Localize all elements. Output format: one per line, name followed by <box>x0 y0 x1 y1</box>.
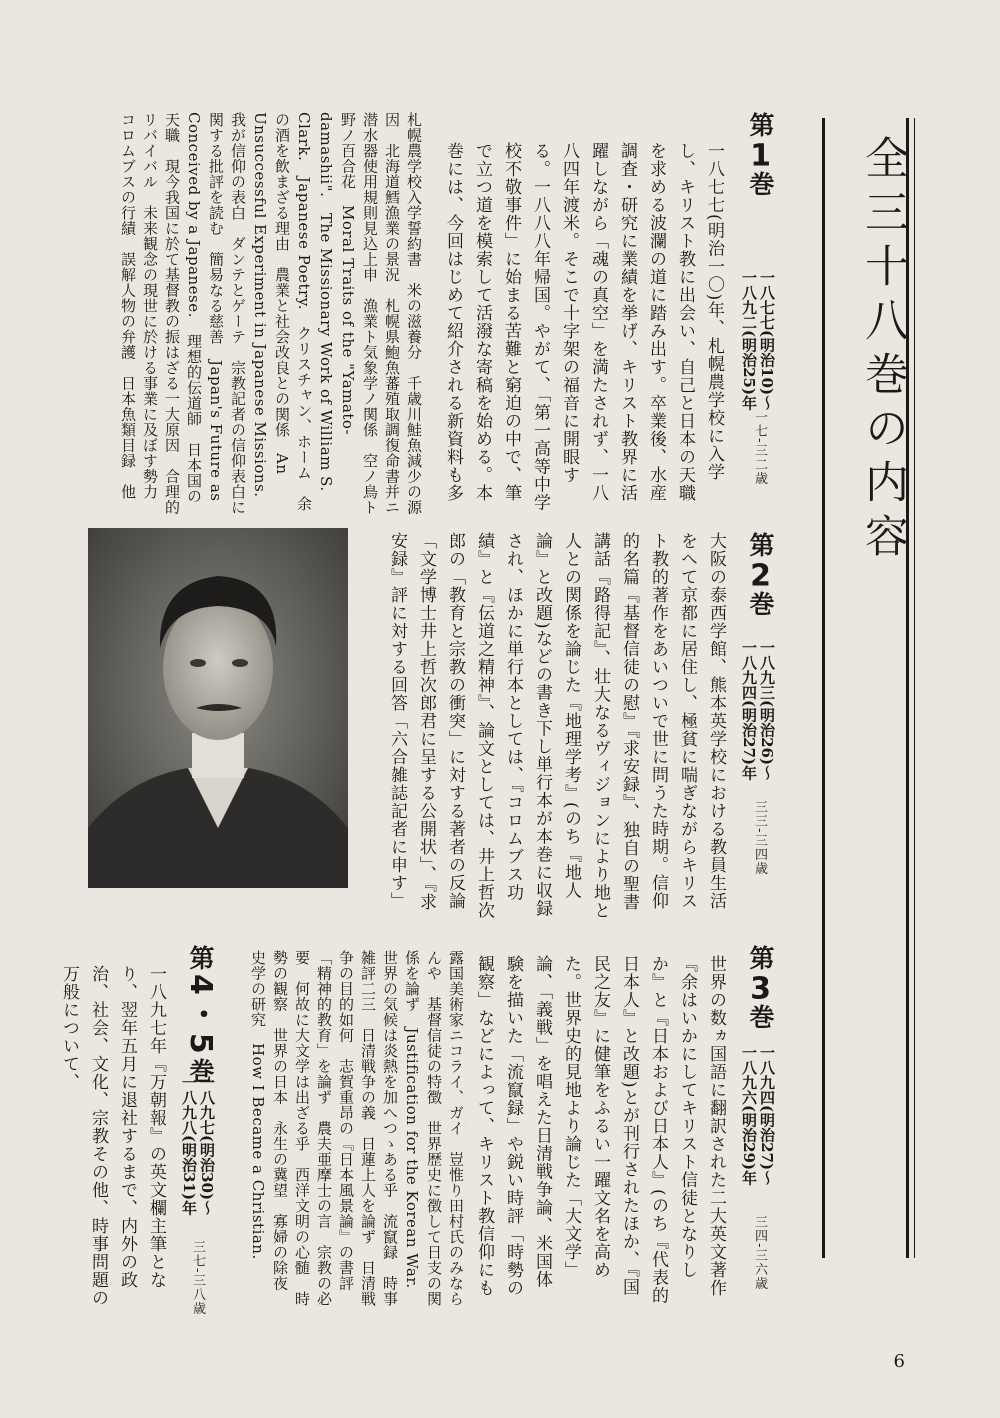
volume-3-year-line2: 一八九六(明治29)年 <box>740 1045 758 1186</box>
volume-3-years <box>740 1045 776 1225</box>
volume-2-age: 三三-三四歳 <box>752 800 767 876</box>
portrait-illustration <box>88 528 348 888</box>
volume-4-5-suffix: 巻 <box>186 1057 215 1087</box>
volume-1-year-line1: 一八七七(明治10)〜 <box>758 270 776 411</box>
volume-2-prefix: 第 <box>746 532 775 561</box>
page-title: 全三十八巻の内容 <box>857 135 908 567</box>
volume-2-body: 大阪の泰西学館、熊本英学校における教員生活をへて京都に居住し、極貧に喘ぎながらキリスト教的著作をあいついで世に問うた時期。信仰的名篇『基督信徒の慰』『求安録』、独自の聖書講話『路得記』、壮大なるヴィジョンにより地と人との関係を論じた『地理学考』(のち『地人論』と改題)などの書き下し単行本が本巻に収録され、ほかに単行本としては、『コロムブス功績』と『伝道之精神』、論文としては、井上哲次郎の「教育と宗教の衝突」に対する著者の反論「文学博士井上哲次郎君に呈する公開状」、『求安録』評に対する回答「六合雑誌記者に申す」 <box>387 532 726 920</box>
page-number: 6 <box>893 1351 905 1372</box>
volume-4-5-body: 一八九七年『万朝報』の英文欄主筆となり、翌年五月に退社するまで、内外の政治、社会、文化、宗教その他、時事問題の万般について、 <box>59 965 166 1307</box>
volume-1-body: 一八七七(明治一〇)年、札幌農学校に入学し、キリスト教に出会い、自己と日本の天職を求める波瀾の道に踏み出す。卒業後、水産調査・研究に業績を挙げ、キリスト教界に活躍しながら「魂の真空」を満たされず、一八八四年渡米。そこで十字架の福音に開眼する。一八八八年帰国。やがて、「第一高等中学校不敬事件」に始まる苦難と窮迫の中で、筆で立つ道を模索して活潑な寄稿を始める。本巻には、今回はじめて紹介される新資料も多 <box>443 142 724 512</box>
volume-3-number: 3 <box>750 974 771 1004</box>
volume-2-number: 2 <box>750 561 771 591</box>
volume-1-works: 札幌農学校入学誓約書 米の滋養分 千歳川鮭魚減少の源因 北海道鱈漁業の景況 札幌県鮑魚蕃殖取調復命書并ニ潜水器使用規則見込上申 漁業ト気象学ノ関係 空ノ鳥ト野ノ百合花 Moral Traits of the "Yamato-damashii". The Missionary Work of William S. Clark. Japanese Poetry. クリスチャン、ホーム 余の酒を飲まざる理由 農業と社会改良との関係 An Unsuccessful Experiment in Japanese Missions. 我が信仰の表白 ダンテとゲーテ 宗教記者の信仰表白に関する批評を読む 簡易なる慈善 Japan's Future as Conceived by a Japanese. 理想的伝道師 日本国の天職 現今我国に於て基督教の振はざる一大原因 合理的リバイバル 未来観念の現世に於ける事業に及ぼす勢力 コロムブスの行績 誤解人物の弁護 日本魚類目録 他 <box>119 112 423 515</box>
volume-1-age: 一七-三二歳 <box>752 410 767 486</box>
volume-4-5-years <box>180 1075 216 1255</box>
volume-1-year-line2: 一八九二(明治25)年 <box>740 270 758 411</box>
header-rule-right-thin <box>914 118 915 1258</box>
volume-4-5-heading <box>178 945 222 1087</box>
volume-4-5-year-line1: 一八九七(明治30)〜 <box>198 1075 216 1216</box>
volume-2-heading <box>742 532 778 620</box>
volume-2-year-line1: 一八九三(明治26)〜 <box>758 640 776 781</box>
volume-3-suffix: 巻 <box>746 1004 775 1033</box>
volume-3-works: 露国美術家ニコライ、ガイ 豈惟り田村氏のみならんや 基督信徒の特徴 世界歴史に徴して日支の関係を論ず Justification for the Korean War. 世界の気候は炎熱を加へつゝある乎 流竄録 時事雑評二三 日清戦争の義 日蓮上人を論ず 日清戦争の目的如何 志賀重昂の『日本風景論』の書評 「精神的教育」を論ず 農夫亜摩士の言 宗教の必要 何故に大文学は出ざる乎 西洋文明の心髄 時勢の観察 世界の日本 永生の冀望 寡婦の除夜 史学の研究 How I Became a Christian. <box>249 950 465 1307</box>
volume-4-5-number: 4・5 <box>183 974 218 1058</box>
volume-3-body: 世界の数ヵ国語に翻訳された二大英文著作『余はいかにしてキリスト信徒となりしか』と『日本および日本人』(のち『代表的日本人』と改題)とが刊行されたほか、『国民之友』に健筆をふるい一躍文名を高めた。世界史的見地より論じた「大文学」論、「義戦」を唱えた日清戦争論、米国体験を描いた「流竄録」や鋭い時評「時勢の観察」などによって、キリスト教信仰にも <box>474 955 726 1305</box>
volume-1-suffix: 巻 <box>746 171 775 200</box>
volume-1-prefix: 第 <box>746 112 775 141</box>
portrait-photo <box>88 528 348 888</box>
volume-3-year-line1: 一八九四(明治27)〜 <box>758 1045 776 1186</box>
volume-3-age: 三四-三六歳 <box>752 1215 767 1291</box>
header-rule-left <box>822 118 825 1258</box>
volume-1-heading <box>742 112 778 200</box>
volume-4-5-year-line2: 一八九八(明治31)年 <box>180 1075 198 1216</box>
volume-2-suffix: 巻 <box>746 591 775 620</box>
volume-3-prefix: 第 <box>746 945 775 974</box>
volume-4-5-age: 三七-三八歳 <box>190 1240 205 1316</box>
volume-1-number: 1 <box>750 141 771 171</box>
volume-3-heading <box>742 945 778 1033</box>
volume-4-5-prefix: 第 <box>186 945 215 974</box>
volume-2-year-line2: 一八九四(明治27)年 <box>740 640 758 781</box>
